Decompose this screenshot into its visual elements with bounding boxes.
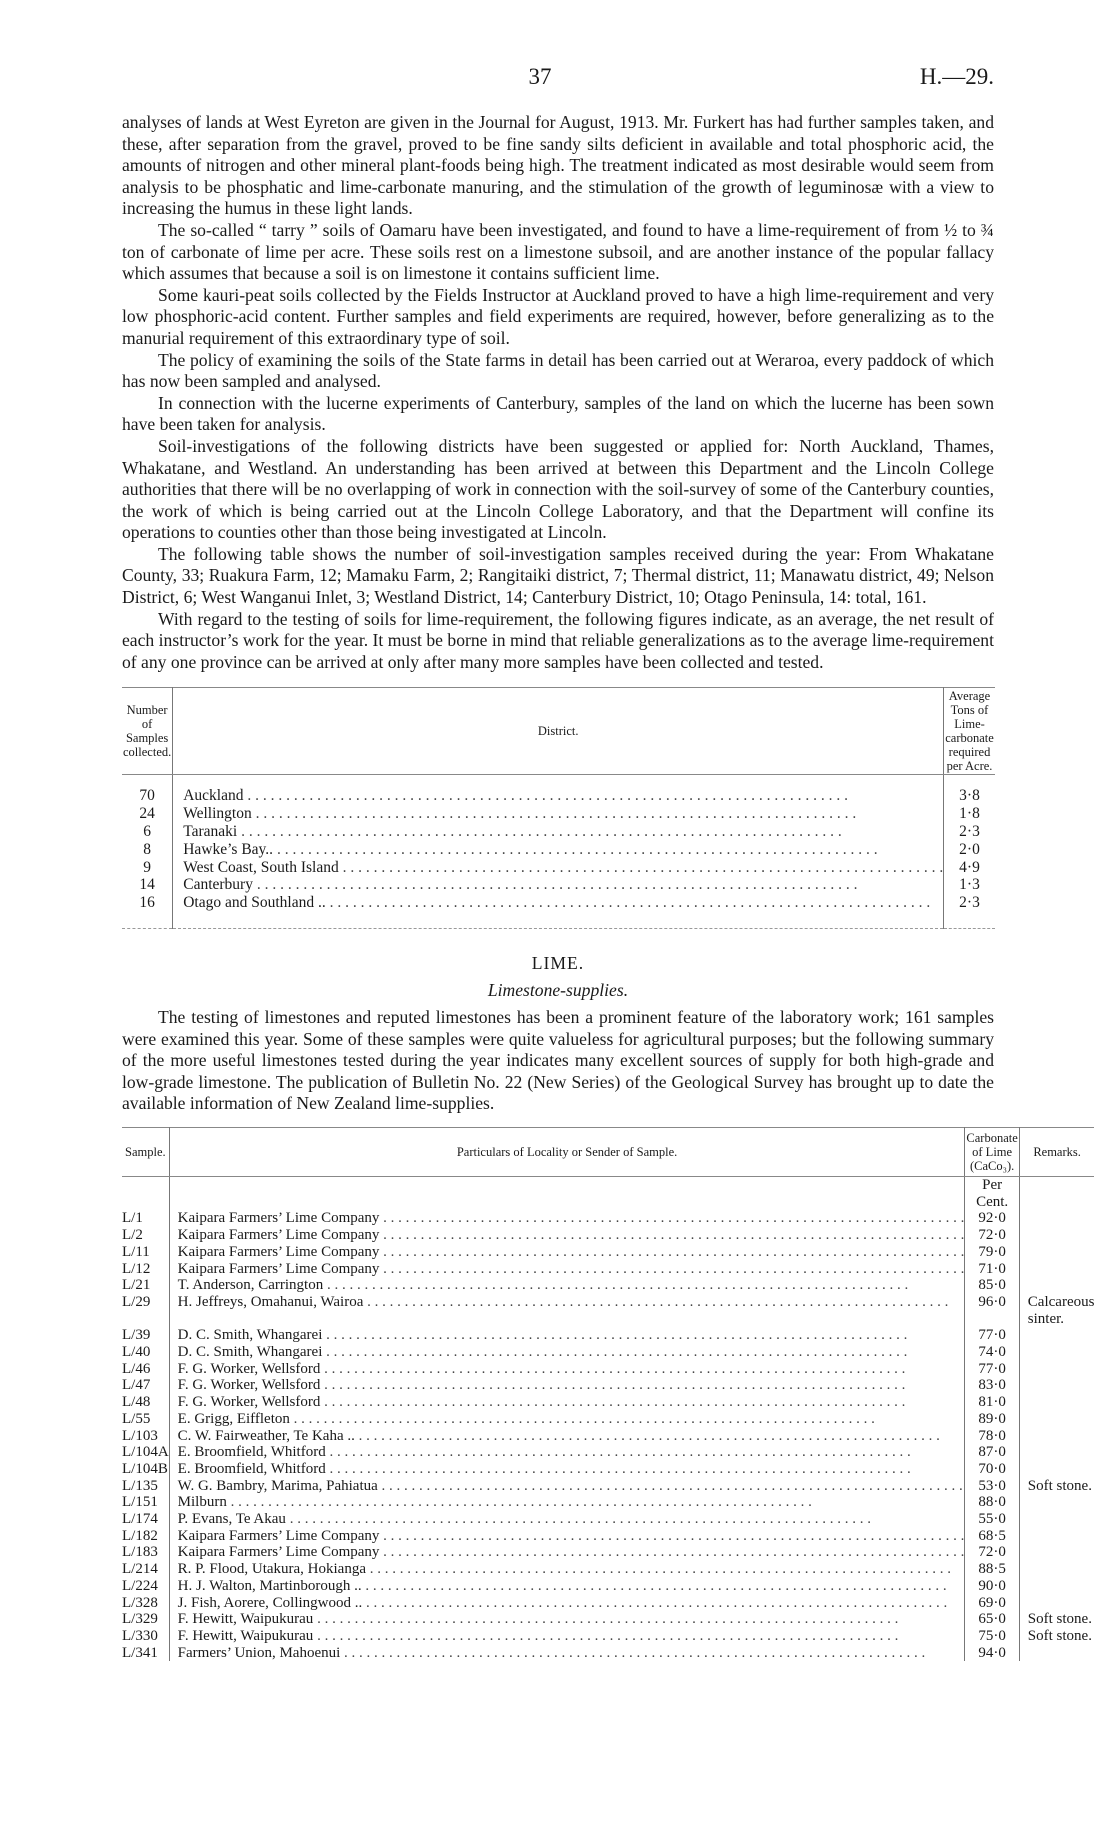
dist-cell: Auckland . . .: [173, 787, 944, 805]
table-row: [122, 1344, 1094, 1361]
num-cell: 70: [139, 787, 155, 805]
remarks-cell: [1019, 1444, 1094, 1461]
particulars-cell: Kaipara Farmers’ Lime Company . . .: [169, 1261, 965, 1278]
table-row: [122, 1595, 1094, 1612]
column-header: Number of Samples collected.: [122, 688, 173, 775]
val-cell: 1·3: [944, 876, 995, 894]
limestone-table-body: [122, 1176, 1094, 1661]
particulars-cell: Kaipara Farmers’ Lime Company . . .: [169, 1544, 965, 1561]
num-cell: 9: [143, 858, 151, 876]
remarks-cell: [1019, 1411, 1094, 1428]
carb-cell: 88·5: [965, 1561, 1019, 1578]
paragraph: The following table shows the number of soil-investigation samples received during the year: From Whakatane County, 33; Ruakura Farm, 12; Mamaku Farm, 2; Rangitaiki district, 7; Thermal district, 11; Manawatu district, 49; Nelson District, 6; West Wanganui Inlet, 3; Westland District, 14; Canterbury District, 10; Otago Peninsula, 14: total, 161.: [122, 543, 994, 608]
section-heading: LIME.: [531, 953, 585, 974]
val-cell: 2·3: [944, 823, 995, 841]
particulars-cell: F. G. Worker, Wellsford . . .: [169, 1394, 965, 1411]
carb-cell: 94·0: [965, 1645, 1019, 1662]
particulars-cell: W. G. Bambry, Marima, Pahiatua . . .: [169, 1478, 965, 1495]
table-row: [122, 1277, 1094, 1294]
sample-cell: L/39: [122, 1327, 151, 1344]
column-header: District.: [173, 688, 944, 775]
remarks-cell: [1019, 1210, 1094, 1227]
dist-cell: Canterbury . . .: [173, 876, 944, 894]
sample-cell: L/40: [122, 1344, 151, 1361]
lime-requirement-table-body: [122, 775, 995, 929]
carb-cell: 83·0: [965, 1377, 1019, 1394]
carb-cell: 85·0: [965, 1277, 1019, 1294]
remarks-cell: [1019, 1361, 1094, 1378]
table-row: [122, 805, 995, 823]
table-row: [122, 1377, 1094, 1394]
sample-cell: L/103: [122, 1427, 158, 1444]
remarks-cell: [1019, 1261, 1094, 1278]
num-cell: 14: [139, 876, 155, 894]
carb-cell: 79·0: [965, 1244, 1019, 1261]
remarks-cell: [1019, 1327, 1094, 1344]
sample-cell: L/21: [122, 1277, 151, 1294]
sample-cell: L/183: [122, 1544, 158, 1561]
carb-cell: 90·0: [965, 1578, 1019, 1595]
table-row: [122, 1444, 1094, 1461]
carb-cell: 72·0: [965, 1227, 1019, 1244]
remarks-cell: [1019, 1428, 1094, 1445]
table-row: [122, 841, 995, 859]
table-row: [122, 1645, 1094, 1662]
table-row: [122, 1628, 1094, 1645]
page-body: [122, 112, 1095, 1661]
remarks-cell: [1019, 1645, 1094, 1662]
column-header: Remarks.: [1019, 1127, 1094, 1176]
remarks-cell: Soft stone.: [1019, 1628, 1094, 1645]
sample-cell: L/47: [122, 1377, 151, 1394]
particulars-cell: F. G. Worker, Wellsford . . .: [169, 1361, 965, 1378]
column-header: Sample.: [122, 1127, 169, 1176]
table-row: [122, 1578, 1094, 1595]
num-cell: 24: [139, 805, 155, 823]
table-row: [122, 1461, 1094, 1478]
particulars-cell: F. Hewitt, Waipukurau . . .: [169, 1628, 965, 1645]
remarks-cell: [1019, 1244, 1094, 1261]
sample-cell: L/46: [122, 1360, 151, 1377]
sample-cell: L/329: [122, 1611, 158, 1628]
sample-cell: L/55: [122, 1410, 151, 1427]
carb-cell: 89·0: [965, 1411, 1019, 1428]
sample-cell: L/135: [122, 1477, 158, 1494]
remarks-cell: [1019, 1277, 1094, 1294]
sample-cell: L/182: [122, 1527, 158, 1544]
particulars-cell: E. Broomfield, Whitford . . .: [169, 1444, 965, 1461]
sample-cell: L/11: [122, 1243, 150, 1260]
carb-cell: 55·0: [965, 1511, 1019, 1528]
remarks-cell: [1019, 1544, 1094, 1561]
table-row: [122, 1327, 1094, 1344]
particulars-cell: T. Anderson, Carrington . . .: [169, 1277, 965, 1294]
val-cell: 4·9: [944, 859, 995, 877]
carb-cell: 87·0: [965, 1444, 1019, 1461]
sample-cell: L/12: [122, 1260, 151, 1277]
table-row: [122, 1494, 1094, 1511]
carb-cell: 75·0: [965, 1628, 1019, 1645]
sample-cell: L/104A: [122, 1444, 169, 1461]
remarks-cell: Soft stone.: [1019, 1478, 1094, 1495]
remarks-cell: [1019, 1561, 1094, 1578]
sample-cell: L/174: [122, 1511, 158, 1528]
carb-cell: 96·0: [965, 1294, 1019, 1327]
sample-cell: L/48: [122, 1394, 151, 1411]
particulars-cell: Milburn . . .: [169, 1494, 965, 1511]
particulars-cell: R. P. Flood, Utakura, Hokianga . . .: [169, 1561, 965, 1578]
sample-cell: L/224: [122, 1577, 158, 1594]
table-row: [122, 894, 995, 912]
remarks-cell: [1019, 1227, 1094, 1244]
remarks-cell: [1019, 1511, 1094, 1528]
remarks-cell: Soft stone.: [1019, 1611, 1094, 1628]
column-header: Particulars of Locality or Sender of Sample.: [169, 1127, 965, 1176]
carb-cell: 70·0: [965, 1461, 1019, 1478]
particulars-cell: J. Fish, Aorere, Collingwood .. . . .: [169, 1595, 965, 1612]
carb-cell: 53·0: [965, 1478, 1019, 1495]
table-row: [122, 1244, 1094, 1261]
column-header: Average Tons of Lime-carbonate required per Acre.: [945, 689, 994, 774]
val-cell: 2·0: [944, 841, 995, 859]
val-cell: 3·8: [944, 787, 995, 805]
table-row: [122, 1261, 1094, 1278]
carb-cell: 72·0: [965, 1544, 1019, 1561]
particulars-cell: Kaipara Farmers’ Lime Company . . .: [169, 1227, 965, 1244]
table-row: [122, 859, 995, 877]
sample-cell: L/1: [122, 1210, 143, 1227]
page-number: 37: [528, 64, 552, 89]
paragraph: analyses of lands at West Eyreton are given in the Journal for August, 1913. Mr. Furkert has had further samples taken, and these, after separation from the gravel, proved to be fine sandy silts deficient in available and total phosphoric acid, the amounts of nitrogen and other mineral plant-foods being high. The treatment indicated as most desirable would seem from analysis to be phosphatic and lime-carbonate manuring, and the stimulation of the growth of leguminosæ with a view to increasing the humus in these light lands.: [122, 112, 994, 219]
unit-label: Per Cent.: [965, 1176, 1019, 1210]
lime-requirement-table: [122, 687, 995, 929]
carb-cell: 92·0: [965, 1210, 1019, 1227]
val-cell: 2·3: [944, 894, 995, 912]
particulars-cell: F. Hewitt, Waipukurau . . .: [169, 1611, 965, 1628]
paragraph: Soil-investigations of the following districts have been suggested or applied for: North Auckland, Thames, Whakatane, and Westland. An understanding has been arrived at between this Department and the Lincoln College authorities that there will be no overlapping of work in connection with the soil-survey of some of the Canterbury counties, the work of which is being carried out at the Lincoln College Laboratory, and that the Department will confine its operations to counties other than those being investigated at Lincoln.: [122, 435, 994, 543]
remarks-cell: Calcareous sinter.: [1019, 1294, 1094, 1327]
paragraph: With regard to the testing of soils for lime-requirement, the following figures indicate, as an average, the net result of each instructor’s work for the year. It must be borne in mind that reliable generalizations as to the average lime-requirement of any one province can be arrived at only after many more samples have been collected and tested.: [122, 608, 994, 672]
dist-cell: Otago and Southland .. . . .: [173, 894, 944, 912]
table-row: [122, 1511, 1094, 1528]
table-row: [122, 1611, 1094, 1628]
carb-cell: 88·0: [965, 1494, 1019, 1511]
sample-cell: L/214: [122, 1561, 158, 1578]
particulars-cell: Kaipara Farmers’ Lime Company . . .: [169, 1210, 965, 1227]
carb-cell: 71·0: [965, 1261, 1019, 1278]
carb-cell: 65·0: [965, 1611, 1019, 1628]
remarks-cell: [1019, 1394, 1094, 1411]
table-row: [122, 1411, 1094, 1428]
table-row: [122, 1428, 1094, 1445]
table-row: [122, 1294, 1094, 1327]
table-row: [122, 1561, 1094, 1578]
table-row: [122, 1361, 1094, 1378]
particulars-cell: E. Grigg, Eiffleton . . .: [169, 1411, 965, 1428]
remarks-cell: [1019, 1595, 1094, 1612]
paragraph: The policy of examining the soils of the State farms in detail has been carried out at Weraroa, every paddock of which has now been sampled and analysed.: [122, 349, 994, 392]
paragraph: The testing of limestones and reputed limestones has been a prominent feature of the laboratory work; 161 samples were examined this year. Some of these samples were quite valueless for agricultural purposes; but the following summary of the more useful limestones tested during the year indicates many excellent sources of supply for both high-grade and low-grade limestone. The publication of Bulletin No. 22 (New Series) of the Geological Survey has brought up to date the available information of New Zealand lime-supplies.: [122, 1007, 994, 1114]
particulars-cell: D. C. Smith, Whangarei . . .: [169, 1344, 965, 1361]
carb-cell: 78·0: [965, 1428, 1019, 1445]
carb-cell: 74·0: [965, 1344, 1019, 1361]
remarks-cell: [1019, 1377, 1094, 1394]
sample-cell: L/104B: [122, 1460, 168, 1477]
particulars-cell: P. Evans, Te Akau . . .: [169, 1511, 965, 1528]
num-cell: 6: [143, 823, 151, 841]
carb-cell: 81·0: [965, 1394, 1019, 1411]
num-cell: 8: [143, 840, 151, 858]
table-row: [122, 876, 995, 894]
carb-cell: 68·5: [965, 1528, 1019, 1545]
table-row: [122, 1227, 1094, 1244]
table-row: [122, 1210, 1094, 1227]
dist-cell: Wellington . . .: [173, 805, 944, 823]
sample-cell: L/2: [122, 1227, 143, 1244]
table-row: [122, 787, 995, 805]
particulars-cell: Kaipara Farmers’ Lime Company . . .: [169, 1244, 965, 1261]
paragraph: The so-called “ tarry ” soils of Oamaru have been investigated, and found to have a lime-requirement of from ½ to ¾ ton of carbonate of lime per acre. These soils rest on a limestone subsoil, and are another instance of the popular fallacy which assumes that because a soil is on limestone it contains sufficient lime.: [122, 219, 994, 284]
table-row: [122, 1544, 1094, 1561]
paragraph: Some kauri-peat soils collected by the Fields Instructor at Auckland proved to have a high lime-requirement and very low phosphoric-acid content. Further samples and field experiments are required, however, before generalizing as to the manurial requirement of this extraordinary type of soil.: [122, 284, 994, 348]
particulars-cell: H. J. Walton, Martinborough .. . . .: [169, 1578, 965, 1595]
particulars-cell: F. G. Worker, Wellsford . . .: [169, 1377, 965, 1394]
remarks-cell: [1019, 1461, 1094, 1478]
particulars-cell: D. C. Smith, Whangarei . . .: [169, 1327, 965, 1344]
carb-cell: 69·0: [965, 1595, 1019, 1612]
report-reference: H.—29.: [919, 64, 994, 89]
num-cell: 16: [139, 894, 155, 912]
particulars-cell: Farmers’ Union, Mahoenui . . .: [169, 1645, 965, 1662]
sample-cell: L/330: [122, 1627, 158, 1644]
sample-cell: L/151: [122, 1494, 158, 1511]
sample-cell: L/328: [122, 1594, 158, 1611]
dist-cell: West Coast, South Island . . .: [173, 859, 944, 877]
sample-cell: L/341: [122, 1644, 158, 1661]
dist-cell: Taranaki . . .: [173, 823, 944, 841]
table-row: [122, 1478, 1094, 1495]
carb-cell: 77·0: [965, 1361, 1019, 1378]
sample-cell: L/29: [122, 1293, 151, 1310]
remarks-cell: [1019, 1494, 1094, 1511]
particulars-cell: C. W. Fairweather, Te Kaha .. . . .: [169, 1428, 965, 1445]
val-cell: 1·8: [944, 805, 995, 823]
remarks-cell: [1019, 1578, 1094, 1595]
remarks-cell: [1019, 1528, 1094, 1545]
section-subheading: Limestone-supplies.: [487, 980, 629, 1001]
table-row: [122, 1528, 1094, 1545]
column-header: Carbonate of Lime (CaCo₃).: [965, 1127, 1019, 1176]
limestone-table: [122, 1127, 1094, 1661]
paragraph: In connection with the lucerne experiments of Canterbury, samples of the land on which the lucerne has been sown have been taken for analysis.: [122, 392, 994, 435]
particulars-cell: E. Broomfield, Whitford . . .: [169, 1461, 965, 1478]
table-row: [122, 823, 995, 841]
carb-cell: 77·0: [965, 1327, 1019, 1344]
table-row: [122, 1394, 1094, 1411]
particulars-cell: Kaipara Farmers’ Lime Company . . .: [169, 1528, 965, 1545]
remarks-cell: [1019, 1344, 1094, 1361]
particulars-cell: H. Jeffreys, Omahanui, Wairoa . . .: [169, 1294, 965, 1327]
dist-cell: Hawke’s Bay.. . . .: [173, 841, 944, 859]
